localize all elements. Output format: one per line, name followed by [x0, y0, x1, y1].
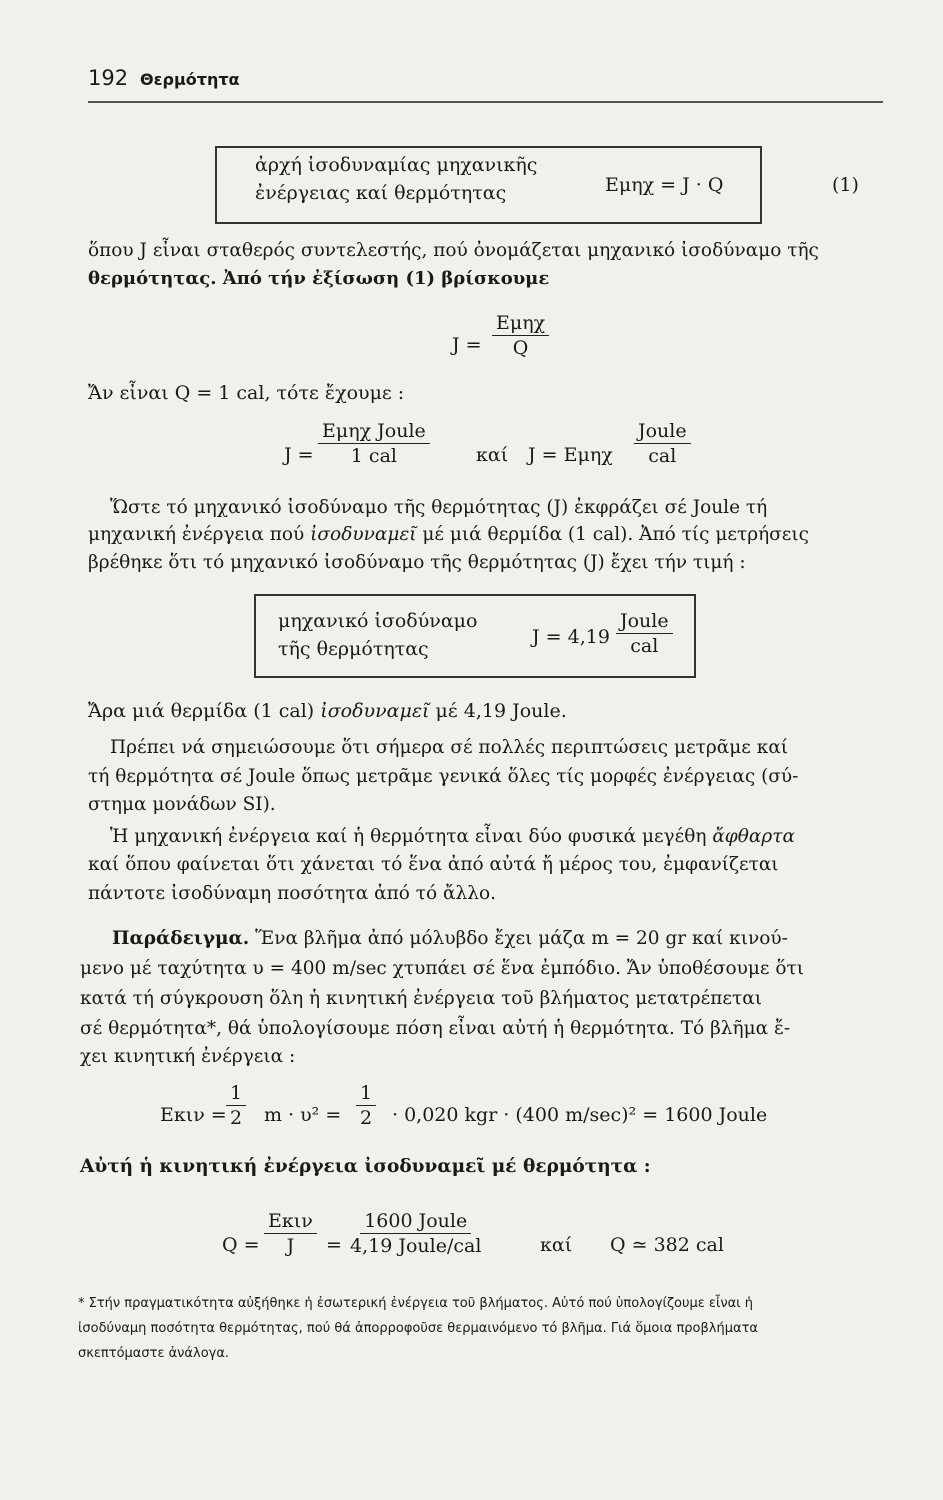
eq4-half2: [356, 1082, 376, 1129]
page-number: 192: [88, 66, 129, 90]
example-label: Παράδειγμα.: [112, 928, 250, 949]
eq5-fraction2: [350, 1210, 481, 1257]
para6-line1-emph: ἄφθαρτα: [712, 826, 795, 847]
eq3-fraction2: [634, 420, 691, 467]
footnote-line3: σκεπτόμαστε ἀνάλογα.: [78, 1346, 230, 1361]
eq3-lhs1: J =: [284, 444, 314, 466]
para4-emph: ἰσοδυναμεῖ: [320, 700, 430, 722]
eq5-denominator1: J: [286, 1235, 295, 1257]
eq4-half1-den: 2: [230, 1107, 243, 1129]
para6-line3: πάντοτε ἰσοδύναμη ποσότητα ἀπό τό ἄλλο.: [88, 883, 496, 904]
running-title: Θερμότητα: [140, 70, 240, 89]
eq4-rest: · 0,020 kgr · (400 m/sec)² = 1600 Joule: [392, 1104, 768, 1126]
eq5-equals: =: [326, 1234, 342, 1256]
eq5-denominator2: 4,19 Joule/cal: [350, 1235, 482, 1257]
para5-line2: τή θερμότητα σέ Joule ὅπως μετρᾶμε γενικά ὅλες τίς μορφές ἐνέργειας (σύ-: [88, 766, 799, 787]
eq5-fraction1: [264, 1210, 317, 1257]
value-label-line2: τῆς θερμότητας: [278, 638, 429, 660]
para2: Ἄν εἶναι Q = 1 cal, τότε ἔχουμε :: [88, 382, 405, 404]
equation-number: (1): [832, 174, 859, 196]
footnote-line1: * Στήν πραγματικότητα αὐξήθηκε ἡ ἐσωτερική ἐνέργεια τοῦ βλήματος. Αὐτό πού ὑπολογίζουμε εἶναι ἡ: [78, 1296, 753, 1311]
para4-c: μέ 4,19 Joule.: [429, 700, 567, 722]
para3-line1: Ὥστε τό μηχανικό ἰσοδύναμο τῆς θερμότητας (J) ἐκφράζει σέ Joule τή: [110, 497, 768, 518]
eq2-lhs: J =: [452, 334, 482, 356]
eq3-fraction1: [318, 420, 430, 467]
example-line2: μενο μέ ταχύτητα υ = 400 m/sec χτυπάει σέ ἕνα ἐμπόδιο. Ἄν ὑποθέσουμε ὅτι: [80, 958, 804, 979]
eq3-denominator2: cal: [648, 445, 677, 467]
value-fraction: [616, 610, 673, 657]
header-rule: [88, 101, 883, 103]
eq4-half2-den: 2: [360, 1107, 373, 1129]
eq4-half1: [226, 1082, 246, 1129]
value-box: [254, 594, 696, 678]
example-line1: [112, 928, 788, 949]
example-line1-text: Ἕνα βλῆμα ἀπό μόλυβδο ἔχει μάζα m = 20 gr καί κινού-: [249, 928, 788, 949]
principle-label-line1: ἀρχή ἰσοδυναμίας μηχανικῆς: [255, 154, 538, 176]
eq4-mid: m · υ² =: [264, 1104, 342, 1126]
principle-label-line2: ἐνέργειας καί θερμότητας: [255, 182, 507, 204]
eq5-conjunction: καί: [540, 1234, 573, 1256]
para6-line1: [110, 826, 795, 847]
para5-line3: στημα μονάδων SI).: [88, 794, 276, 815]
para3-line2-a: μηχανική ἐνέργεια πού: [88, 524, 311, 545]
eq5-result: Q ≃ 382 cal: [610, 1234, 724, 1256]
eq2-numerator: Eμηχ: [492, 312, 549, 336]
value-lhs: J = 4,19: [532, 626, 610, 648]
para1-line1: ὅπου J εἶναι σταθερός συντελεστής, πού ὀνομάζεται μηχανικό ἰσοδύναμο τῆς: [88, 240, 819, 261]
eq2-fraction: [492, 312, 549, 359]
eq5-numerator1: Eκιν: [264, 1210, 317, 1234]
para4: [88, 700, 567, 722]
para6-line2: καί ὅπου φαίνεται ὅτι χάνεται τό ἕνα ἀπό αὐτά ἤ μέρος του, ἐμφανίζεται: [88, 854, 779, 875]
value-numerator: Joule: [616, 610, 673, 634]
eq3-conjunction: καί: [476, 444, 509, 466]
eq4-half2-num: 1: [356, 1082, 376, 1106]
para1-line2: θερμότητας. Ἀπό τήν ἐξίσωση (1) βρίσκουμε: [88, 268, 550, 289]
para5-line1: Πρέπει νά σημειώσουμε ὅτι σήμερα σέ πολλές περιπτώσεις μετρᾶμε καί: [110, 737, 789, 758]
eq3-numerator1: Eμηχ Joule: [318, 420, 430, 444]
eq5-lhs: Q =: [222, 1234, 260, 1256]
eq3-denominator1: 1 cal: [350, 445, 397, 467]
eq2-denominator: Q: [512, 337, 529, 359]
para4-a: Ἄρα μιά θερμίδα (1 cal): [88, 700, 321, 722]
eq3-lhs2: J = Eμηχ: [528, 444, 613, 466]
para3-line2: [88, 524, 809, 545]
para3-line2-c: μέ μιά θερμίδα (1 cal). Ἀπό τίς μετρήσεις: [416, 524, 809, 545]
example-line5: χει κινητική ἐνέργεια :: [80, 1046, 296, 1067]
example-line3: κατά τή σύγκρουση ὅλη ἡ κινητική ἐνέργεια τοῦ βλήματος μετατρέπεται: [80, 988, 762, 1009]
value-label-line1: μηχανικό ἰσοδύναμο: [278, 610, 478, 632]
page-header: [88, 66, 883, 100]
example-line4: σέ θερμότητα*, θά ὑπολογίσουμε πόση εἶναι αὐτή ἡ θερμότητα. Τό βλῆμα ἔ-: [80, 1018, 791, 1039]
para6-line1-a: Ἡ μηχανική ἐνέργεια καί ἡ θερμότητα εἶναι δύο φυσικά μεγέθη: [110, 826, 713, 847]
eq4-half1-num: 1: [226, 1082, 246, 1106]
eq4-lhs: Eκιν =: [160, 1104, 227, 1126]
eq3-numerator2: Joule: [634, 420, 691, 444]
principle-box: [215, 146, 762, 224]
para3-line2-emph: ἰσοδυναμεῖ: [310, 524, 417, 545]
para3-line3: βρέθηκε ὅτι τό μηχανικό ἰσοδύναμο τῆς θερμότητας (J) ἔχει τήν τιμή :: [88, 552, 746, 573]
value-denominator: cal: [630, 635, 659, 657]
eq5-numerator2: 1600 Joule: [360, 1210, 471, 1234]
footnote-line2: ἰσοδύναμη ποσότητα θερμότητας, πού θά ἀπορροφοῦσε θερμαινόμενο τό βλῆμα. Γιά ὅμοια προβλήματα: [78, 1321, 758, 1336]
principle-formula: Eμηχ = J · Q: [605, 174, 724, 196]
para7: Αὐτή ἡ κινητική ἐνέργεια ἰσοδυναμεῖ μέ θερμότητα :: [80, 1156, 651, 1177]
